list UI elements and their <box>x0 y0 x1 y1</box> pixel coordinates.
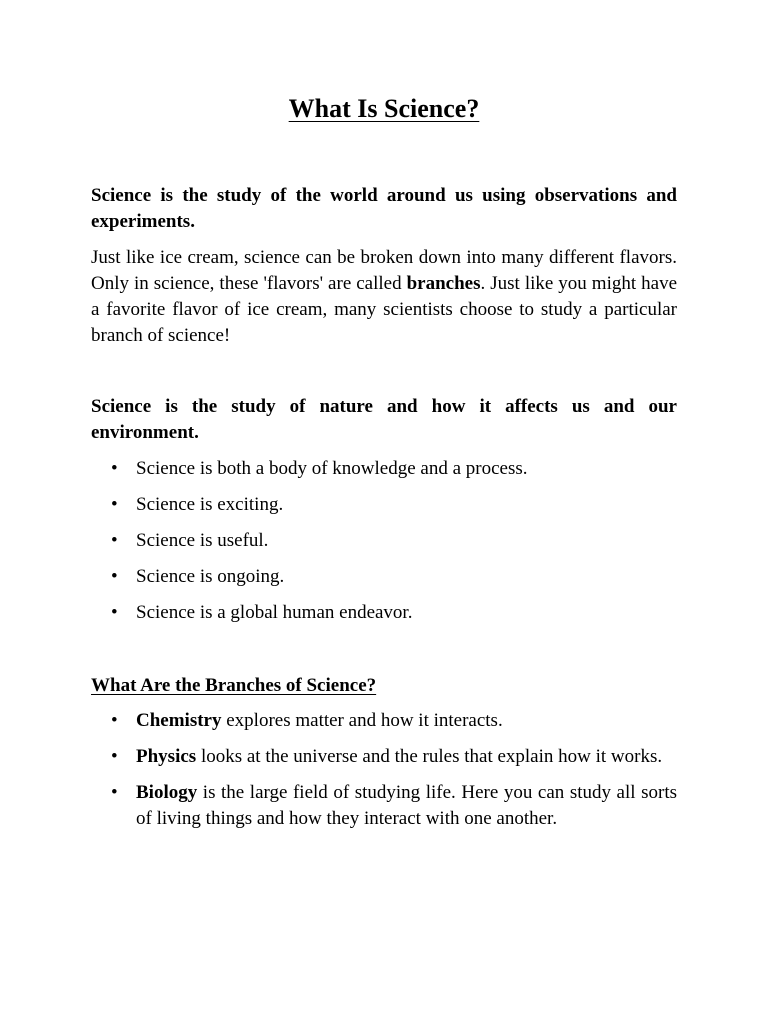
branches-heading <box>91 673 677 699</box>
science-facts-list <box>91 456 677 636</box>
branches-heading-text: What Are the Branches of Science? <box>91 675 377 696</box>
bullet-icon: • <box>111 458 118 479</box>
list-item-text: Science is ongoing. <box>136 566 285 587</box>
branch-description: is the large field of studying life. Here you can study all sorts of living things and how they interact with one another. <box>136 782 677 829</box>
section1-lead: Science is the study of the world around us using observations and experiments. <box>91 185 677 232</box>
list-item <box>91 528 677 554</box>
bullet-icon: • <box>111 602 118 623</box>
bullet-icon: • <box>111 710 118 731</box>
page-title <box>91 93 677 125</box>
list-item-text: Science is useful. <box>136 530 269 551</box>
bullet-icon: • <box>111 746 118 767</box>
list-item-text: Science is a global human endeavor. <box>136 602 413 623</box>
section2-lead: Science is the study of nature and how it affects us and our environment. <box>91 396 677 443</box>
bullet-icon: • <box>111 530 118 551</box>
list-item <box>91 744 677 770</box>
bullet-icon: • <box>111 566 118 587</box>
list-item <box>91 456 677 482</box>
list-item <box>91 492 677 518</box>
branch-description: explores matter and how it interacts. <box>221 710 503 731</box>
list-item <box>91 564 677 590</box>
branch-description: looks at the universe and the rules that explain how it works. <box>196 746 663 767</box>
list-item-text: Science is both a body of knowledge and a process. <box>136 458 528 479</box>
branch-term: Biology <box>136 782 198 803</box>
branches-list <box>91 708 677 842</box>
list-item <box>91 600 677 626</box>
list-item <box>91 708 677 734</box>
paragraph-text-start: Just like ice cream, science can be broken down into many different flavors. Only in science, these 'flavors' are called <box>91 247 677 294</box>
bullet-icon: • <box>111 494 118 515</box>
bullet-icon: • <box>111 782 118 803</box>
branch-term: Chemistry <box>136 710 222 731</box>
list-item <box>91 780 677 832</box>
branch-term: Physics <box>136 746 197 767</box>
paragraph-text-end: . Just like you might have a favorite flavor of ice cream, many scientists choose to study a particular branch of science! <box>91 273 677 346</box>
list-item-text: Science is exciting. <box>136 494 284 515</box>
page-title-text: What Is Science? <box>288 94 480 123</box>
section1-paragraph <box>91 245 677 349</box>
paragraph-term-branches: branches <box>406 273 481 294</box>
